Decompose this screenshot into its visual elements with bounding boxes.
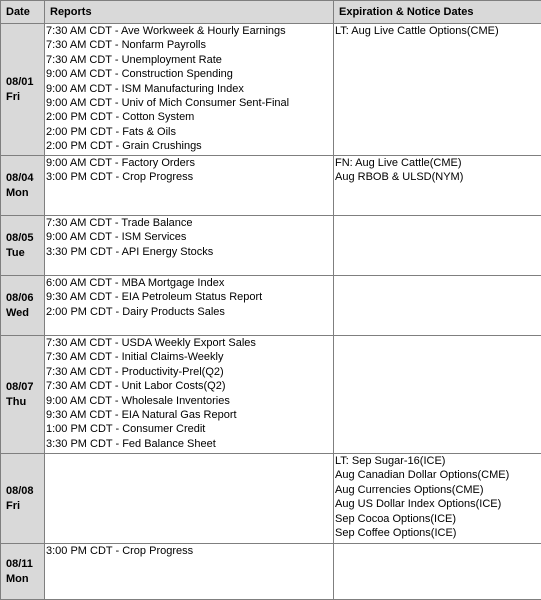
- reports-cell: [45, 276, 334, 336]
- report-item: 9:30 AM CDT - EIA Petroleum Status Report: [45, 290, 333, 304]
- table-row: [1, 276, 541, 336]
- table-row: [1, 336, 541, 454]
- header-row: [1, 1, 541, 24]
- date-label: 08/04: [6, 171, 44, 186]
- calendar-body: [1, 24, 541, 600]
- report-item: 7:30 AM CDT - Unemployment Rate: [45, 53, 333, 67]
- date-label: 08/06: [6, 291, 44, 306]
- expiration-item: Sep Coffee Options(ICE): [334, 526, 541, 540]
- report-item: 9:00 AM CDT - Construction Spending: [45, 67, 333, 81]
- report-item: 7:30 AM CDT - Unit Labor Costs(Q2): [45, 379, 333, 393]
- expiration-item: Sep Cocoa Options(ICE): [334, 512, 541, 526]
- weekday-label: Wed: [6, 306, 44, 321]
- report-item: 9:30 AM CDT - EIA Natural Gas Report: [45, 408, 333, 422]
- date-label: 08/07: [6, 380, 44, 395]
- weekday-label: Mon: [6, 186, 44, 201]
- weekday-label: Thu: [6, 395, 44, 410]
- report-item: 3:00 PM CDT - Crop Progress: [45, 170, 333, 184]
- report-item: 7:30 AM CDT - USDA Weekly Export Sales: [45, 336, 333, 350]
- date-cell: [1, 454, 45, 544]
- date-label: 08/01: [6, 75, 44, 90]
- report-item: 3:00 PM CDT - Crop Progress: [45, 544, 333, 558]
- reports-column-header: Reports: [45, 1, 334, 24]
- date-cell: [1, 276, 45, 336]
- expirations-cell: [334, 544, 541, 600]
- table-row: [1, 216, 541, 276]
- report-item: 9:00 AM CDT - ISM Services: [45, 230, 333, 244]
- report-item: 7:30 AM CDT - Trade Balance: [45, 216, 333, 230]
- table-row: [1, 156, 541, 216]
- expirations-cell: [334, 216, 541, 276]
- report-item: 2:00 PM CDT - Grain Crushings: [45, 139, 333, 153]
- weekday-label: Fri: [6, 499, 44, 514]
- report-item: 2:00 PM CDT - Dairy Products Sales: [45, 305, 333, 319]
- expirations-cell: [334, 454, 541, 544]
- expiration-item: LT: Aug Live Cattle Options(CME): [334, 24, 541, 38]
- date-cell: [1, 336, 45, 454]
- report-item: 9:00 AM CDT - ISM Manufacturing Index: [45, 82, 333, 96]
- date-cell: [1, 24, 45, 156]
- table-row: [1, 454, 541, 544]
- report-item: 7:30 AM CDT - Initial Claims-Weekly: [45, 350, 333, 364]
- expiration-item: Aug Currencies Options(CME): [334, 483, 541, 497]
- date-column-header: Date: [1, 1, 45, 24]
- expiration-item: Aug US Dollar Index Options(ICE): [334, 497, 541, 511]
- reports-cell: [45, 544, 334, 600]
- expiration-item: Aug Canadian Dollar Options(CME): [334, 468, 541, 482]
- reports-cell: [45, 24, 334, 156]
- report-item: 6:00 AM CDT - MBA Mortgage Index: [45, 276, 333, 290]
- report-item: 9:00 AM CDT - Factory Orders: [45, 156, 333, 170]
- expirations-column-header: Expiration & Notice Dates: [334, 1, 541, 24]
- report-item: 3:30 PM CDT - API Energy Stocks: [45, 245, 333, 259]
- reports-cell: [45, 156, 334, 216]
- weekday-label: Fri: [6, 90, 44, 105]
- report-item: 1:00 PM CDT - Consumer Credit: [45, 422, 333, 436]
- report-item: 7:30 AM CDT - Nonfarm Payrolls: [45, 38, 333, 52]
- reports-cell: [45, 216, 334, 276]
- reports-cell: [45, 454, 334, 544]
- report-item: 2:00 PM CDT - Fats & Oils: [45, 125, 333, 139]
- report-item: 2:00 PM CDT - Cotton System: [45, 110, 333, 124]
- expiration-item: LT: Sep Sugar-16(ICE): [334, 454, 541, 468]
- date-label: 08/05: [6, 231, 44, 246]
- date-cell: [1, 216, 45, 276]
- date-label: 08/08: [6, 484, 44, 499]
- expiration-item: Aug RBOB & ULSD(NYM): [334, 170, 541, 184]
- reports-cell: [45, 336, 334, 454]
- report-item: 9:00 AM CDT - Wholesale Inventories: [45, 394, 333, 408]
- report-item: 7:30 AM CDT - Productivity-Prel(Q2): [45, 365, 333, 379]
- weekday-label: Mon: [6, 572, 44, 587]
- expirations-cell: [334, 24, 541, 156]
- weekday-label: Tue: [6, 246, 44, 261]
- expirations-cell: [334, 336, 541, 454]
- report-item: 7:30 AM CDT - Ave Workweek & Hourly Earnings: [45, 24, 333, 38]
- date-cell: [1, 156, 45, 216]
- table-row: [1, 544, 541, 600]
- table-row: [1, 24, 541, 156]
- expirations-cell: [334, 156, 541, 216]
- expiration-item: FN: Aug Live Cattle(CME): [334, 156, 541, 170]
- date-label: 08/11: [6, 557, 44, 572]
- report-item: 3:30 PM CDT - Fed Balance Sheet: [45, 437, 333, 451]
- date-cell: [1, 544, 45, 600]
- report-item: 9:00 AM CDT - Univ of Mich Consumer Sent-Final: [45, 96, 333, 110]
- expirations-cell: [334, 276, 541, 336]
